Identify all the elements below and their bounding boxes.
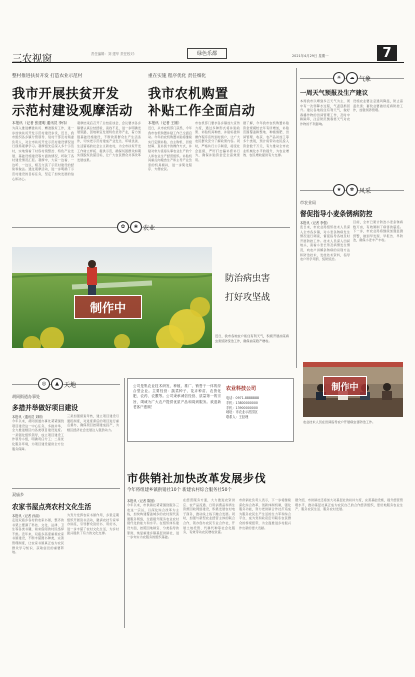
masthead-rule xyxy=(12,62,404,63)
world-body-col1: 今年以来，胡同街道办事处紧紧围绕项目建设这一中心任务，多措并举，全力推进辖区内各类项目建设进度。一是强化组织领导，成立项目建设工作领导小组，明确责任分工；二是优化服务环境，为项目建设提供全方位服务保障。 xyxy=(12,419,64,451)
village-body-col1: 走进双庙乡各村的农家书屋，整齐的书架上摆满了科技、文化、法律、卫生等各类书籍，前来借阅的村民络绎不绝。近年来，双庙乡高度重视农家书屋建设，不断丰富图书种类，完善管理制度，让农家书屋真正成为农民群众学习知识、获取信息的重要阵地。 xyxy=(12,518,64,555)
date-line: 2021年4月29日 星期一 xyxy=(292,54,329,58)
section-name: 三农视窗 xyxy=(12,54,52,65)
leaf-icon: ✿ xyxy=(117,221,129,233)
article1-kicker: 整村推进扶贫开发 打造农业示范村 xyxy=(12,74,83,79)
scenery-byline: 本报讯（记者 李强） xyxy=(300,221,330,225)
supply-body-col3: 市供销社负责人表示，下一步将继续深化综合改革，创新体制机制，强化服务功能，努力把供销合作社打造成为服务农民生产生活的生力军和综合平台，成为党和政府密切联系农民群众的桥梁纽带，为全面推进乡村振兴作出新的更大贡献。 xyxy=(239,498,291,530)
village-body-col2: 为充分发挥农家书屋作用，乡里定期组织开展读书活动，邀请农技专家举办讲座，引导群众读好书、用好书，进一步丰富了农村文化生活，为乡村振兴提供了有力的文化支撑。 xyxy=(67,513,119,536)
world-badge xyxy=(38,378,76,390)
scenery-label: 风采 xyxy=(359,187,372,195)
ad-contact-line: 手机：13800000000 xyxy=(226,400,258,405)
farming-photo xyxy=(12,247,212,348)
ad-contact-line: 联系人：王经理 xyxy=(226,415,249,420)
scenery-photo xyxy=(303,362,403,417)
supply-headline: 市供销社加快改革发展步伐 xyxy=(127,472,267,485)
weather-body-right: 设施农业要注意通风降温，防止高温危害；畜牧业要做好疫病防控工作，加强饲养管理。 xyxy=(353,99,403,113)
article1-body-col1: 为深入推进精准扶贫、精准脱贫工作，进一步加快扶贫开发示范村建设步伐，近日，我市组织各乡镇分管领导、驻村干部及村两委负责人，对全市扶贫开发示范村建设情况进行现场观摩学习。观摩组先后深入多个示范村，实地察看了村容村貌整治、特色产业发展、基础设施建设等方面的情况，听取了各村建设情况汇报。观摩中，大家一边看、一边听、一边议，相互交流了示范村建设的经验和做法。通过观摩活动，进一步明确了示范村建设的目标任务，坚定了加快发展的信心和决心。 xyxy=(12,126,74,181)
article2-byline: 本报讯（记者 王刚） xyxy=(148,121,182,125)
paper-logo: 绿色乐都 xyxy=(187,48,227,59)
flower-icon: ✾ xyxy=(346,184,358,196)
article2-body-col2: 市农机部门要求各乡镇加大宣传力度，通过多种形式将补贴政策、补贴机具种类、补贴标准和操作程序宣传到村到户，让广大农民群众充分了解政策内容。同时，严格执行公示制度，接受社会监督，严厉打击骗补套补行为，确保补贴资金安全高效使用。 xyxy=(195,121,240,162)
ad-contact-line: 电话：0971-8888888 xyxy=(226,396,260,400)
scenery-kicker: 市农业局 xyxy=(300,200,316,205)
supply-byline: 本报讯（记者 陈刚） xyxy=(127,499,157,503)
left-column-divider xyxy=(124,378,125,628)
supply-body-col2: 在经营服务方面，大力推进农资供应、农产品流通、日用消费品和再生资源回收网络建设，积极发展农村电子商务，推动线上线下融合发展。同时，加强与新型农业经营主体的联合合作，领办创办农民专业合作社，开展土地托管、代耕代种等社会化服务，有效带动农民增收致富。 xyxy=(183,498,235,535)
ad-company-name: 农业科技公司 xyxy=(226,386,257,392)
village-byline: 本报讯（记者 孙丽） xyxy=(12,514,42,518)
article2-headline-2: 补贴工作全面启动 xyxy=(148,104,256,119)
ad-contact-block xyxy=(226,396,288,420)
article2-headline-1: 我市农机购置 xyxy=(148,87,229,102)
farming-photo-note: 近日，我市各地农户抓住有利天气，积极开展油菜病虫害统防统治工作，确保油菜稳产增收。 xyxy=(215,334,289,343)
mountain-icon: ▲ xyxy=(51,378,63,390)
village-headline: 农家书屋点亮农村文化生活 xyxy=(12,503,92,511)
sprout-icon: ❀ xyxy=(130,221,142,233)
weather-label: 气象 xyxy=(359,75,372,83)
sun-icon: ☀ xyxy=(333,72,345,84)
world-label: 天地 xyxy=(64,381,77,389)
weather-badge xyxy=(333,72,371,84)
ad-contact-line: 手机：13900000000 xyxy=(226,405,258,410)
supply-body-col1: 今年以来，市供销社紧紧围绕服务三农这一宗旨，以深化综合改革为主线，加快构建覆盖城乡的农村现代流通服务网络，全面提升服务农业农村现代化的能力和水平。在组织体系建设方面，按照因地制宜、分类指导的原则，恢复重建乡镇基层供销社，进一步夯实为农服务的组织基础。 xyxy=(127,503,179,540)
farming-photo-stamp: 制作中 xyxy=(74,295,142,319)
farming-caption-main: 防治病虫害 xyxy=(225,274,271,284)
article1-headline-1: 我市开展扶贫开发 xyxy=(12,87,120,102)
scenery-badge xyxy=(333,184,371,196)
globe-icon: ◎ xyxy=(38,378,50,390)
article1-byline: 本报讯（记者 张建明 通讯员 李伟） xyxy=(12,121,70,125)
world-body-col2: 三是加强督查考核，建立项目建设月通报制度，对进度滞后的项目进行重点督办，确保项目按期建成投产，为辖区经济社会发展注入强劲动力。 xyxy=(67,414,119,432)
world-headline: 多措并举做好项目建设 xyxy=(12,404,78,412)
star-icon: ★ xyxy=(333,184,345,196)
scenery-body: 连日来，市农业局组织技术人员深入全市各乡镇，对小麦条锈病发生情况进行调查，督促指导各地及时开展防控工作。技术人员深入田间地头，查看小麦长势及病情发生情况，向农户讲解条锈病的识别方法和防治技术，发放技术资料，指导农户科学用药、统防统治。 xyxy=(300,225,350,262)
scenery-body-right: 目前，全市已累计防治小麦条锈病数万亩，有效遏制了病害的蔓延。下一步，市农业局将继续加强监测预警，做到早发现、早报告、早防治，确保小麦丰产丰收。 xyxy=(353,220,403,243)
right-column-divider xyxy=(296,68,297,368)
supply-subheadline: 今年将组建乡镇供销社10个 新建农村综合服务社50个 xyxy=(127,488,232,493)
ad-body: 公司是集农业技术研发、种植、推广、销售于一体的综合型企业。主要经营：蔬菜种子、花卉种苗、农资化肥、农药、农膜等。公司秉承诚信经营、质量第一的宗旨，竭诚为广大农户提供优质产品和周到服务。欢迎新老客户惠顾！ xyxy=(133,384,221,409)
farming-badge xyxy=(117,221,155,233)
supply-body-col4: 据介绍，市供销社还将加大对基层社的扶持力度，完善基础设施，提升经营管理水平，推动基层社真正成为农民自己的合作经济组织，更好地服务农业生产、服务农民生活、服务农村发展。 xyxy=(295,498,403,512)
article2-kicker: 重在实施 程序优化 责任细化 xyxy=(148,74,207,79)
weather-headline: 一周天气预报及生产建议 xyxy=(300,90,369,97)
article2-body-col1: 近日，从市农机部门获悉，今年我市农机购置补贴工作已全面启动。今年的农机购置补贴将继续实行定额补贴、自主购机、县级结算、直补到卡的操作方式，补贴对象为直接从事农业生产的个人和农业生产经营组织。补贴机具重点向粮食生产和主导产业急需的机具倾斜，进一步简化程序、方便农民。 xyxy=(148,126,192,172)
village-kicker: 双庙乡 xyxy=(12,492,24,497)
weather-body: 本周我市以晴到多云天气为主，周中有一次弱降水过程，气温逐渐回升。建议各地抓住有利天气，做好春播作物的田间管理工作，及时中耕除草，注意防范倒春寒天气对农作物的不利影响。 xyxy=(300,99,350,126)
scenery-photo-note: 农业技术人员在田间指导农户开展病虫害防治工作。 xyxy=(303,420,376,424)
cloud-icon: ☁ xyxy=(346,72,358,84)
world-byline: 本报讯（通讯员 刘明） xyxy=(12,415,45,419)
article1-body-col2: 观摩结束后召开了总结座谈会，会议要求各乡镇要认真总结经验，查找不足，进一步明确发展思路，因地制宜发展特色优势产业，着力加强基础设施建设，不断改善群众生产生活条件，切实把示范村建成产业发达、环境优美、生活富裕的社会主义新农村，为全市扶贫开发工作树立样板、提供示范，确保贫困群众如期实现脱贫致富目标，让广大农民群众共享改革发展成果。 xyxy=(77,121,141,162)
article1-headline-2: 示范村建设观摩活动 xyxy=(12,104,133,119)
article2-body-col3: 据了解，今年我市农机购置补贴资金规模较去年有所增加，补贴范围覆盖耕整地、种植施肥、田间管理、收获、农产品初加工等多个类别，预计将带动农民投入资金数千万元，有力推动全市农业机械化水平的提升，为农业增效、农民增收提供有力支撑。 xyxy=(243,121,289,158)
ad-box xyxy=(127,378,294,442)
village-rule xyxy=(12,488,120,489)
scenery-headline: 督促指导小麦条锈病防控 xyxy=(300,210,373,218)
farming-caption-sub: 打好攻坚战 xyxy=(225,293,271,303)
scenery-photo-stamp: 制作中 xyxy=(323,376,367,396)
page-number: 7 xyxy=(377,45,397,61)
world-kicker: 胡同街道办事处 xyxy=(12,394,40,399)
section-sublabels: 责任编辑：刘 建华 责任校对： xyxy=(91,52,138,56)
ad-contact-line: 地址：市农业示范园区 xyxy=(226,410,258,415)
farming-label: 农业 xyxy=(143,224,156,232)
